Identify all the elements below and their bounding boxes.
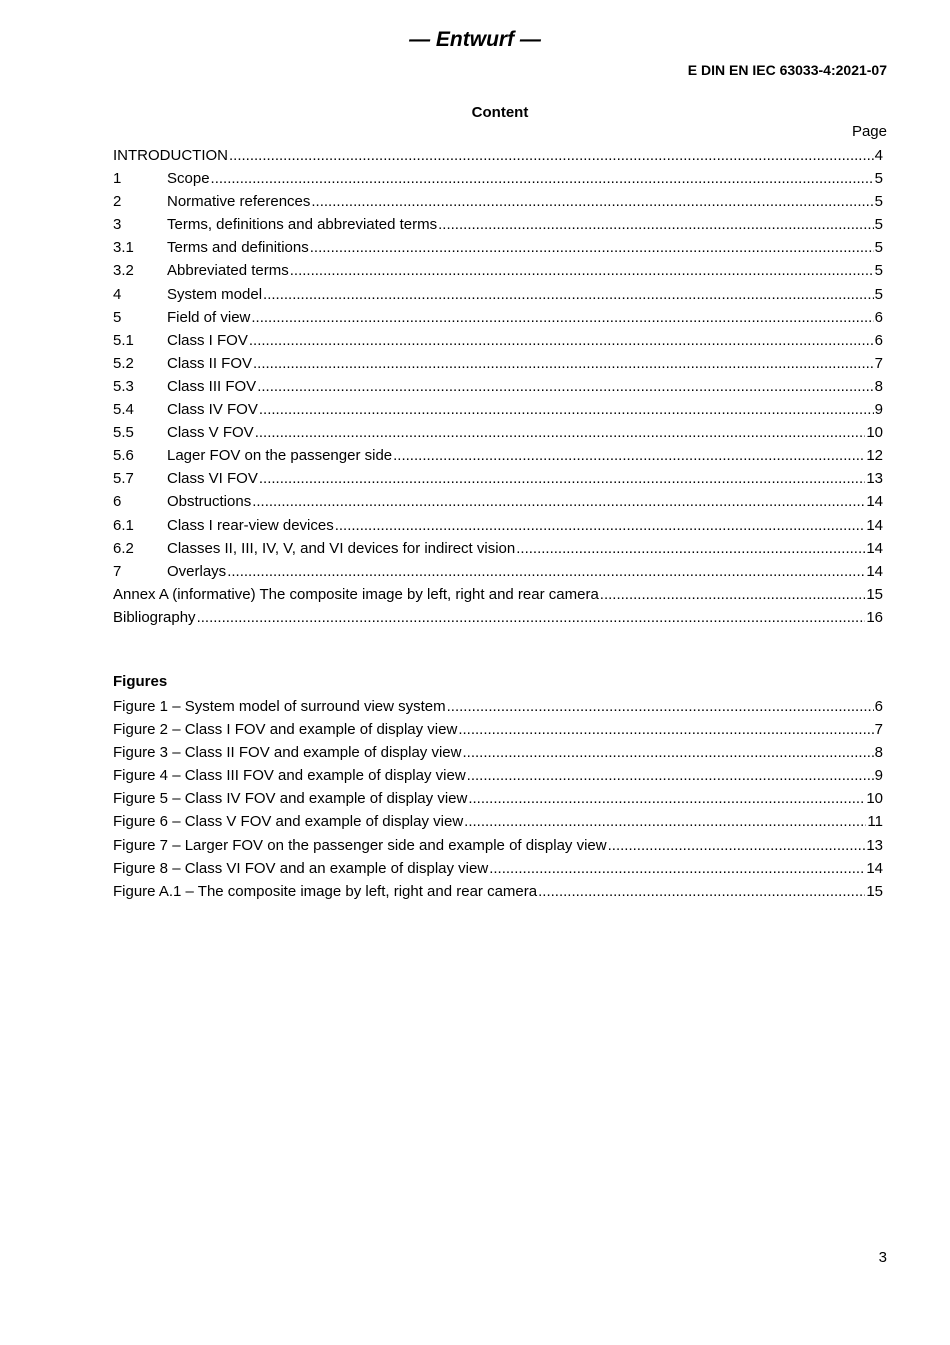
dot-leader — [227, 560, 865, 583]
figure-entry[interactable] — [113, 741, 883, 764]
figure-entry-title: Figure A.1 – The composite image by left, right and rear camera — [113, 882, 538, 900]
toc-entry-title: Scope — [167, 170, 210, 188]
dot-leader — [253, 352, 874, 375]
figure-entry[interactable] — [113, 764, 883, 787]
toc-entry-title: Class II FOV — [167, 354, 253, 372]
figure-entry-title: Figure 5 – Class IV FOV and example of display view — [113, 790, 468, 808]
toc-entry-page: 5 — [874, 262, 883, 280]
toc-entry-number: 3.1 — [113, 239, 134, 257]
dot-leader — [229, 144, 874, 167]
dot-leader — [252, 490, 865, 513]
toc-entry-title: Abbreviated terms — [167, 262, 289, 280]
toc-entry[interactable] — [113, 467, 883, 490]
toc-entry[interactable] — [113, 213, 883, 236]
page-number: 3 — [878, 1249, 887, 1266]
toc-entry-title: Class III FOV — [167, 377, 257, 395]
toc-entry-number: 6.2 — [113, 539, 134, 557]
figure-entry-title: Figure 7 – Larger FOV on the passenger side and example of display view — [113, 836, 607, 854]
figure-entry-title: Figure 4 – Class III FOV and example of display view — [113, 767, 466, 785]
toc-entry[interactable] — [113, 583, 883, 606]
toc-entry-title: Field of view — [167, 308, 251, 326]
dot-leader — [335, 514, 866, 537]
figures-heading: Figures — [113, 673, 168, 690]
toc-entry-title: Annex A (informative) The composite image by left, right and rear camera — [113, 585, 599, 603]
toc-entry-page: 5 — [874, 193, 883, 211]
table-of-contents — [113, 144, 883, 629]
figure-entry-page: 7 — [874, 721, 883, 739]
toc-entry-number: 5.3 — [113, 377, 134, 395]
dot-leader — [310, 236, 874, 259]
toc-entry-page: 14 — [866, 493, 883, 511]
toc-entry[interactable] — [113, 329, 883, 352]
figure-entry-title: Figure 6 – Class V FOV and example of display view — [113, 813, 464, 831]
figure-entry-page: 9 — [874, 767, 883, 785]
figure-entry[interactable] — [113, 718, 883, 741]
toc-entry-page: 4 — [874, 147, 883, 164]
toc-entry[interactable] — [113, 306, 883, 329]
toc-entry-title: Class IV FOV — [167, 401, 258, 419]
toc-entry-page: 9 — [874, 401, 883, 419]
toc-entry-number: 5.6 — [113, 447, 134, 465]
figure-entry[interactable] — [113, 834, 883, 857]
toc-entry[interactable] — [113, 560, 883, 583]
toc-entry-page: 14 — [866, 516, 883, 534]
toc-entry[interactable] — [113, 514, 883, 537]
toc-entry-number: 5.7 — [113, 470, 134, 488]
toc-entry-page: 13 — [866, 470, 883, 488]
toc-entry-page: 16 — [866, 608, 883, 626]
toc-entry-title: Classes II, III, IV, V, and VI devices for indirect vision — [167, 539, 516, 557]
toc-entry[interactable] — [113, 490, 883, 513]
figure-entry[interactable] — [113, 810, 883, 833]
dot-leader — [259, 467, 865, 490]
dot-leader — [489, 857, 865, 880]
toc-entry-page: 15 — [866, 585, 883, 603]
toc-entry-title: Obstructions — [167, 493, 252, 511]
toc-entry-page: 6 — [874, 331, 883, 349]
toc-entry[interactable] — [113, 259, 883, 282]
figure-entry-page: 10 — [866, 790, 883, 808]
figure-entry-page: 14 — [866, 859, 883, 877]
toc-entry[interactable] — [113, 606, 883, 629]
figure-entry-title: Figure 3 – Class II FOV and example of display view — [113, 744, 462, 762]
toc-entry-title: Overlays — [167, 562, 227, 580]
toc-entry-title: System model — [167, 285, 263, 303]
toc-entry-page: 6 — [874, 308, 883, 326]
figure-entry-title: Figure 8 – Class VI FOV and an example of display view — [113, 859, 489, 877]
toc-entry[interactable] — [113, 190, 883, 213]
toc-entry-page: 5 — [874, 285, 883, 303]
toc-entry[interactable] — [113, 167, 883, 190]
toc-entry-number: 6.1 — [113, 516, 134, 534]
toc-entry-page: 5 — [874, 216, 883, 234]
toc-entry-title: Terms, definitions and abbreviated terms — [167, 216, 438, 234]
dot-leader — [608, 834, 866, 857]
dot-leader — [458, 718, 873, 741]
dot-leader — [255, 421, 866, 444]
toc-entry[interactable] — [113, 144, 883, 167]
toc-entry-number: 5.4 — [113, 401, 134, 419]
figure-entry-page: 6 — [874, 698, 883, 715]
toc-entry-page: 8 — [874, 377, 883, 395]
draft-label: — Entwurf — — [409, 28, 541, 51]
figure-entry[interactable] — [113, 695, 883, 718]
dot-leader — [263, 283, 874, 306]
toc-entry-title: Class V FOV — [167, 424, 254, 442]
toc-entry-page: 5 — [874, 170, 883, 188]
figure-entry-title: Figure 1 – System model of surround view system — [113, 698, 446, 715]
figure-entry[interactable] — [113, 880, 883, 903]
dot-leader — [600, 583, 866, 606]
dot-leader — [257, 375, 873, 398]
dot-leader — [538, 880, 865, 903]
toc-entry-page: 14 — [866, 539, 883, 557]
dot-leader — [251, 306, 873, 329]
dot-leader — [438, 213, 874, 236]
toc-entry-number: 4 — [113, 285, 122, 303]
document-id: E DIN EN IEC 63033-4:2021-07 — [687, 62, 887, 78]
toc-entry-title: Lager FOV on the passenger side — [167, 447, 393, 465]
toc-entry-title: Class I rear-view devices — [167, 516, 334, 534]
dot-leader — [211, 167, 874, 190]
toc-entry-page: 7 — [874, 354, 883, 372]
toc-entry-number: 3 — [113, 216, 122, 234]
dot-leader — [311, 190, 873, 213]
toc-entry-title: INTRODUCTION — [113, 147, 228, 164]
figure-entry-page: 11 — [867, 813, 883, 831]
dot-leader — [447, 695, 874, 718]
toc-entry[interactable] — [113, 352, 883, 375]
toc-entry-number: 5 — [113, 308, 122, 326]
toc-entry-number: 5.5 — [113, 424, 134, 442]
toc-entry[interactable] — [113, 375, 883, 398]
toc-entry[interactable] — [113, 444, 883, 467]
toc-entry-number: 2 — [113, 193, 122, 211]
dot-leader — [468, 787, 865, 810]
toc-entry-number: 7 — [113, 562, 122, 580]
figure-entry[interactable] — [113, 857, 883, 880]
toc-entry[interactable] — [113, 236, 883, 259]
figure-entry[interactable] — [113, 787, 883, 810]
toc-entry-page: 5 — [874, 239, 883, 257]
figure-entry-page: 13 — [866, 836, 883, 854]
toc-entry[interactable] — [113, 537, 883, 560]
dot-leader — [259, 398, 874, 421]
toc-entry-title: Class I FOV — [167, 331, 248, 349]
toc-title: Content — [471, 104, 529, 121]
dot-leader — [463, 741, 874, 764]
toc-entry-title: Normative references — [167, 193, 311, 211]
list-of-figures — [113, 695, 883, 903]
dot-leader — [464, 810, 866, 833]
dot-leader — [393, 444, 865, 467]
dot-leader — [249, 329, 874, 352]
dot-leader — [467, 764, 874, 787]
toc-entry-title: Class VI FOV — [167, 470, 258, 488]
toc-entry-title: Terms and definitions — [167, 239, 309, 257]
figure-entry-title: Figure 2 – Class I FOV and example of display view — [113, 721, 458, 739]
figure-entry-page: 15 — [866, 882, 883, 900]
page-column-label: Page — [851, 123, 887, 140]
toc-entry[interactable] — [113, 421, 883, 444]
toc-entry-page: 14 — [866, 562, 883, 580]
toc-entry-number: 1 — [113, 170, 122, 188]
toc-entry[interactable] — [113, 398, 883, 421]
figure-entry-page: 8 — [874, 744, 883, 762]
toc-entry-page: 10 — [866, 424, 883, 442]
dot-leader — [290, 259, 874, 282]
toc-entry-number: 3.2 — [113, 262, 134, 280]
toc-entry[interactable] — [113, 283, 883, 306]
dot-leader — [197, 606, 866, 629]
dot-leader — [516, 537, 865, 560]
toc-entry-title: Bibliography — [113, 608, 196, 626]
toc-entry-number: 6 — [113, 493, 122, 511]
toc-entry-number: 5.2 — [113, 354, 134, 372]
toc-entry-number: 5.1 — [113, 331, 134, 349]
toc-entry-page: 12 — [866, 447, 883, 465]
